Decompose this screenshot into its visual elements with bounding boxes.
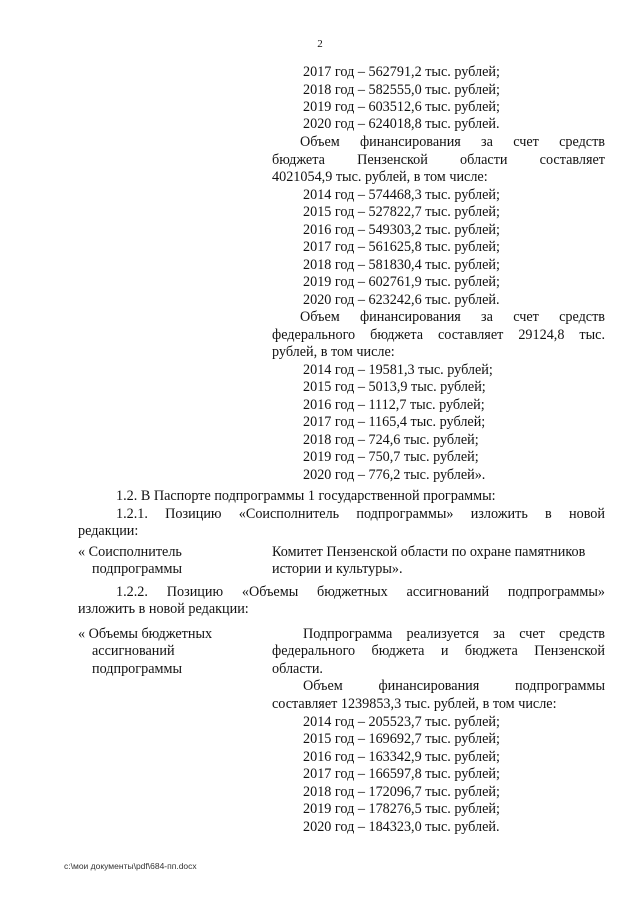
federal-year: 2016 год – 1112,7 тыс. рублей;	[303, 397, 485, 413]
federal-intro-line: Объем финансирования за счет средств	[300, 309, 605, 325]
regional-year: 2017 год – 561625,8 тыс. рублей;	[303, 239, 500, 255]
volumes-label: « Объемы бюджетных	[78, 626, 213, 642]
regional-intro-line: бюджета Пензенской области составляет	[272, 152, 605, 168]
volumes-year: 2016 год – 163342,9 тыс. рублей;	[303, 749, 500, 765]
regional-year: 2014 год – 574468,3 тыс. рублей;	[303, 187, 500, 203]
item-1-2-1-line: редакции:	[78, 523, 139, 539]
volumes-value: области.	[272, 661, 323, 677]
regional-year: 2020 год – 623242,6 тыс. рублей.	[303, 292, 500, 308]
top-line: 2017 год – 562791,2 тыс. рублей;	[303, 64, 500, 80]
federal-year: 2015 год – 5013,9 тыс. рублей;	[303, 379, 486, 395]
volumes-year: 2020 год – 184323,0 тыс. рублей.	[303, 819, 500, 835]
regional-intro-line: 4021054,9 тыс. рублей, в том числе:	[272, 169, 488, 185]
volumes-year: 2014 год – 205523,7 тыс. рублей;	[303, 714, 500, 730]
volumes-year: 2019 год – 178276,5 тыс. рублей;	[303, 801, 500, 817]
volumes-value: Объем финансирования подпрограммы	[303, 678, 605, 694]
regional-year: 2018 год – 581830,4 тыс. рублей;	[303, 257, 500, 273]
volumes-label: ассигнований	[92, 643, 175, 659]
regional-year: 2016 год – 549303,2 тыс. рублей;	[303, 222, 500, 238]
item-1-2-1-line: 1.2.1. Позицию «Соисполнитель подпрограммы» изложить в новой	[116, 506, 605, 522]
item-1-2-2-line: 1.2.2. Позицию «Объемы бюджетных ассигнований подпрограммы»	[116, 584, 605, 600]
page-number: 2	[317, 38, 323, 50]
regional-intro-line: Объем финансирования за счет средств	[300, 134, 605, 150]
regional-year: 2015 год – 527822,7 тыс. рублей;	[303, 204, 500, 220]
federal-intro-line: рублей, в том числе:	[272, 344, 395, 360]
top-line: 2019 год – 603512,6 тыс. рублей;	[303, 99, 500, 115]
volumes-value: Подпрограмма реализуется за счет средств	[303, 626, 605, 642]
coexecutor-value: истории и культуры».	[272, 561, 403, 577]
volumes-year: 2017 год – 166597,8 тыс. рублей;	[303, 766, 500, 782]
volumes-label: подпрограммы	[92, 661, 182, 677]
federal-year: 2017 год – 1165,4 тыс. рублей;	[303, 414, 486, 430]
volumes-year: 2018 год – 172096,7 тыс. рублей;	[303, 784, 500, 800]
volumes-year: 2015 год – 169692,7 тыс. рублей;	[303, 731, 500, 747]
coexecutor-value: Комитет Пензенской области по охране памятников	[272, 544, 586, 560]
federal-year: 2018 год – 724,6 тыс. рублей;	[303, 432, 479, 448]
top-line: 2018 год – 582555,0 тыс. рублей;	[303, 82, 500, 98]
federal-year: 2014 год – 19581,3 тыс. рублей;	[303, 362, 493, 378]
coexecutor-label: « Соисполнитель	[78, 544, 182, 560]
coexecutor-label: подпрограммы	[92, 561, 182, 577]
regional-year: 2019 год – 602761,9 тыс. рублей;	[303, 274, 500, 290]
federal-year: 2020 год – 776,2 тыс. рублей».	[303, 467, 486, 483]
top-line: 2020 год – 624018,8 тыс. рублей.	[303, 116, 500, 132]
item-1-2-2-line: изложить в новой редакции:	[78, 601, 249, 617]
volumes-value: составляет 1239853,3 тыс. рублей, в том числе:	[272, 696, 557, 712]
file-path-footer: c:\мои документы\pdf\684-пп.docx	[64, 861, 197, 871]
federal-year: 2019 год – 750,7 тыс. рублей;	[303, 449, 479, 465]
volumes-value: федерального бюджета и бюджета Пензенской	[272, 643, 605, 659]
item-1-2: 1.2. В Паспорте подпрограммы 1 государственной программы:	[116, 488, 496, 504]
federal-intro-line: федерального бюджета составляет 29124,8 тыс.	[272, 327, 605, 343]
